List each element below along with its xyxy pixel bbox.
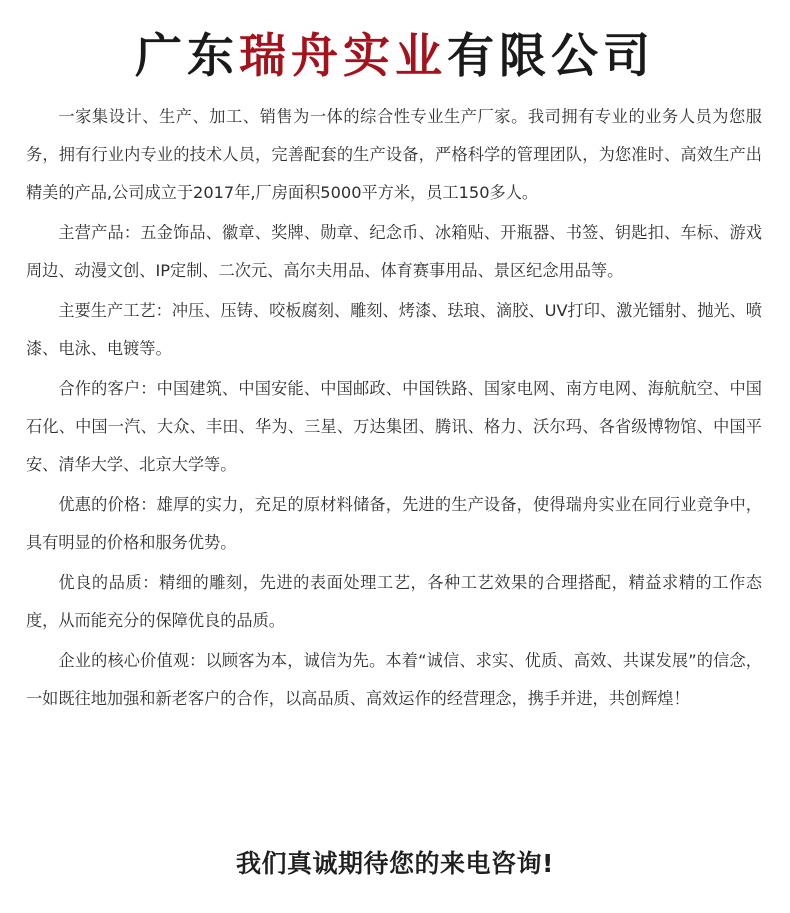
- main-products-paragraph: 主营产品：五金饰品、徽章、奖牌、勋章、纪念币、冰箱贴、开瓶器、书签、钥匙扣、车标、游戏周边、动漫文创、IP定制、二次元、高尔夫用品、体育赛事用品、景区纪念用品等。: [26, 223, 762, 280]
- quality-paragraph: 优良的品质：精细的雕刻，先进的表面处理工艺，各种工艺效果的合理搭配，精益求精的工作态度，从而能充分的保障优良的品质。: [26, 573, 762, 630]
- title-prefix: 广东: [135, 29, 239, 84]
- title-accent: 瑞舟实业: [239, 29, 447, 84]
- values-paragraph: 企业的核心价值观：以顾客为本，诚信为先。本着“诚信、求实、优质、高效、共谋发展”的信念，一如既往地加强和新老客户的合作，以高品质、高效运作的经营理念，携手并进，共创辉煌！: [26, 651, 762, 708]
- title-suffix: 有限公司: [447, 29, 655, 84]
- price-paragraph: 优惠的价格：雄厚的实力，充足的原材料储备，先进的生产设备，使得瑞舟实业在同行业竞争中，具有明显的价格和服务优势。: [26, 495, 762, 552]
- contact-slogan: 我们真诚期待您的来电咨询!: [236, 849, 554, 878]
- clients-paragraph: 合作的客户：中国建筑、中国安能、中国邮政、中国铁路、国家电网、南方电网、海航航空、中国石化、中国一汽、大众、丰田、华为、三星、万达集团、腾讯、格力、沃尔玛、各省级博物馆、中国平安、清华大学、北京大学等。: [26, 379, 762, 474]
- production-process-paragraph: 主要生产工艺：冲压、压铸、咬板腐刻、雕刻、烤漆、珐琅、滴胶、UV打印、激光镭射、抛光、喷漆、电泳、电镀等。: [26, 301, 762, 358]
- intro-paragraph: 一家集设计、生产、加工、销售为一体的综合性专业生产厂家。我司拥有专业的业务人员为您服务，拥有行业内专业的技术人员，完善配套的生产设备，严格科学的管理团队，为您准时、高效生产出精美的产品,公司成立于2017年,厂房面积5000平方米，员工150多人。: [26, 107, 762, 202]
- company-title: [0, 26, 790, 88]
- company-intro: [26, 98, 762, 720]
